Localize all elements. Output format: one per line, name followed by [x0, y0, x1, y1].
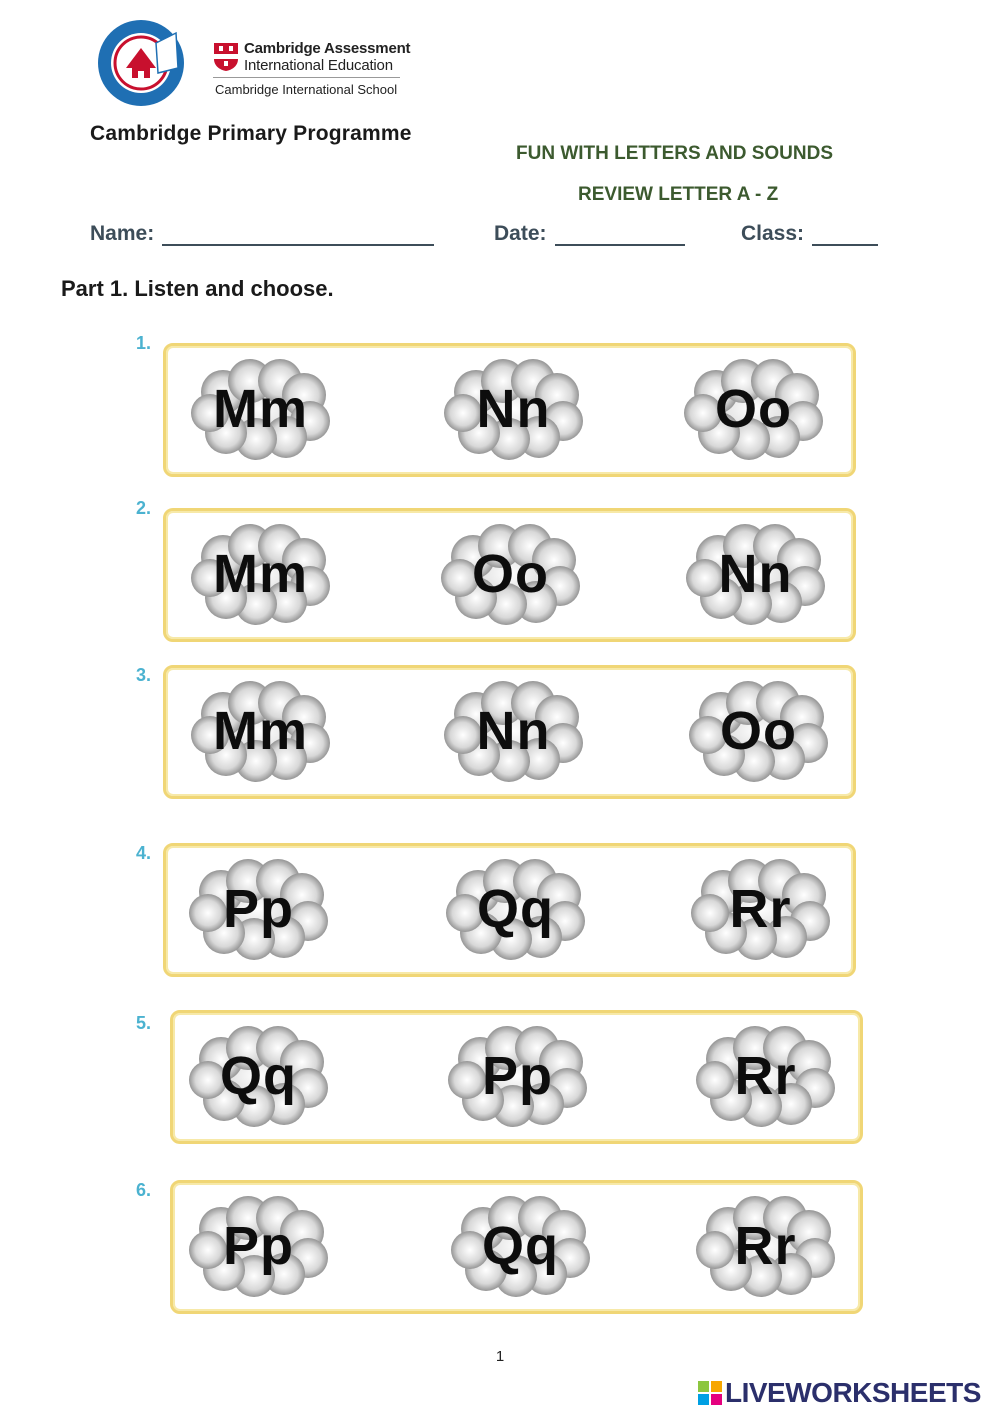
programme-title: Cambridge Primary Programme	[90, 122, 412, 145]
school-seal-logo	[96, 18, 186, 108]
worksheet-title: FUN WITH LETTERS AND SOUNDS	[516, 143, 834, 164]
answer-option[interactable]	[188, 679, 333, 783]
name-field	[90, 222, 434, 246]
class-field	[741, 222, 878, 246]
option-letters: Nn	[476, 379, 551, 439]
answer-option[interactable]	[693, 1194, 838, 1298]
option-letters: Pp	[481, 1046, 553, 1106]
name-label: Name:	[90, 222, 155, 245]
option-letters: Nn	[476, 701, 551, 761]
class-label: Class:	[741, 222, 805, 245]
answer-option[interactable]	[441, 357, 586, 461]
answer-option[interactable]	[448, 1194, 593, 1298]
date-blank[interactable]	[555, 224, 685, 246]
answer-option[interactable]	[688, 857, 833, 961]
option-letters: Rr	[734, 1216, 797, 1276]
option-letters: Oo	[715, 379, 792, 439]
option-letters: Qq	[477, 879, 554, 939]
answer-option[interactable]	[683, 522, 828, 626]
answer-option[interactable]	[186, 857, 331, 961]
page-number: 1	[495, 1348, 505, 1365]
option-letters: Rr	[734, 1046, 797, 1106]
answer-option[interactable]	[438, 522, 583, 626]
answer-option[interactable]	[441, 679, 586, 783]
cambridge-line2: International Education	[244, 57, 393, 74]
option-letters: Mm	[213, 379, 308, 439]
question-number: 4.	[136, 843, 152, 863]
cambridge-line1: Cambridge Assessment	[244, 40, 411, 57]
answer-option[interactable]	[188, 357, 333, 461]
question-number: 5.	[136, 1013, 152, 1033]
answer-option[interactable]	[443, 857, 588, 961]
name-blank[interactable]	[162, 224, 434, 246]
question-number: 3.	[136, 665, 152, 685]
date-field	[494, 222, 685, 246]
option-letters: Oo	[472, 544, 549, 604]
class-blank[interactable]	[812, 224, 878, 246]
answer-option[interactable]	[186, 1194, 331, 1298]
option-letters: Qq	[482, 1216, 559, 1276]
option-letters: Rr	[729, 879, 792, 939]
part1-heading: Part 1. Listen and choose.	[61, 276, 334, 301]
cambridge-shield-icon	[213, 42, 239, 72]
answer-option[interactable]	[681, 357, 826, 461]
cambridge-divider	[213, 77, 400, 78]
liveworksheets-wordmark: LIVEWORKSHEETS	[725, 1377, 981, 1408]
cambridge-school-name: Cambridge International School	[215, 82, 398, 97]
option-letters: Mm	[213, 701, 308, 761]
answer-option[interactable]	[445, 1024, 590, 1128]
liveworksheets-icon	[698, 1381, 722, 1405]
answer-option[interactable]	[188, 522, 333, 626]
answer-option[interactable]	[686, 679, 831, 783]
question-number: 6.	[136, 1180, 152, 1200]
worksheet-subtitle: REVIEW LETTER A - Z	[578, 184, 779, 205]
option-letters: Nn	[718, 544, 793, 604]
option-letters: Pp	[222, 879, 294, 939]
option-letters: Oo	[720, 701, 797, 761]
option-letters: Mm	[213, 544, 308, 604]
date-label: Date:	[494, 222, 547, 245]
option-letters: Qq	[220, 1046, 297, 1106]
option-letters: Pp	[222, 1216, 294, 1276]
question-number: 1.	[136, 333, 152, 353]
answer-option[interactable]	[693, 1024, 838, 1128]
question-number: 2.	[136, 498, 152, 518]
answer-option[interactable]	[186, 1024, 331, 1128]
